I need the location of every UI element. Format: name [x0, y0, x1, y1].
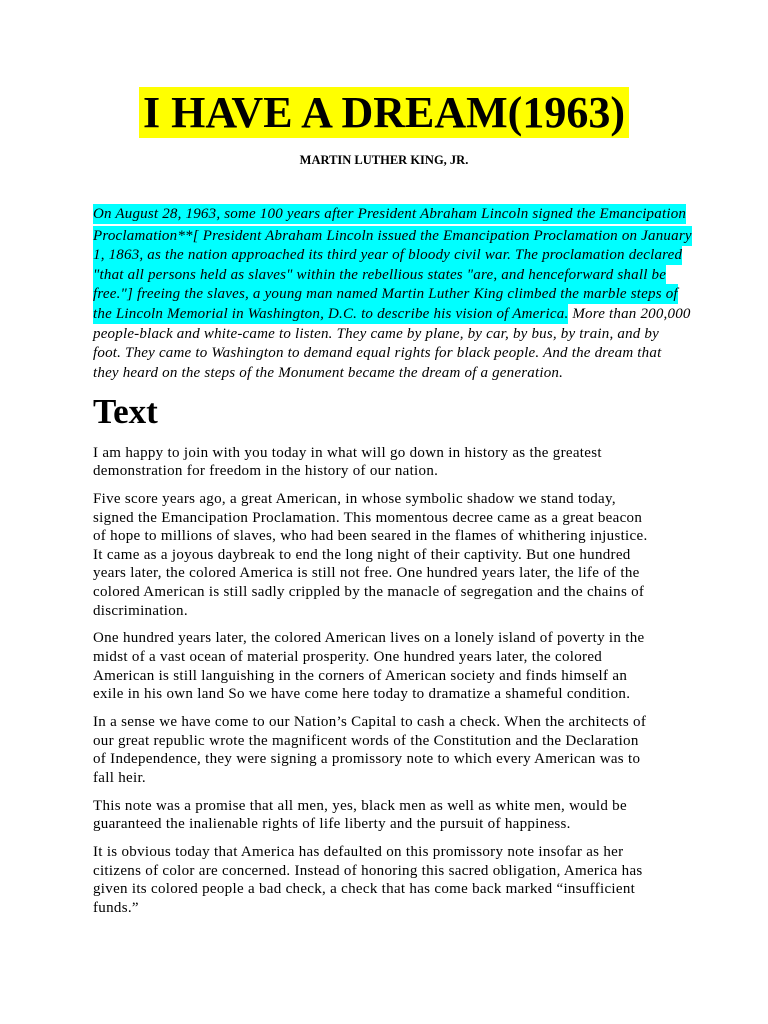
paragraph-line: funds.” — [93, 899, 139, 916]
paragraph-line: signed the Emancipation Proclamation. This momentous decree came as a great beacon — [93, 509, 643, 526]
paragraph-line: colored American is still sadly crippled by the manacle of segregation and the chains of — [93, 584, 645, 601]
intro-line — [93, 205, 753, 225]
body-paragraph — [93, 629, 733, 703]
highlighted-intro-text: free."] freeing the slaves, a young man named Martin Luther King climbed the marble steps of — [93, 286, 678, 303]
title-block — [0, 87, 768, 148]
paragraph-line: our great republic wrote the magnificent words of the Constitution and the Declaration — [93, 732, 639, 749]
intro-line — [93, 325, 753, 345]
highlighted-intro-text: 1, 1863, as the nation approached its third year of bloody civil war. The proclamation declared — [93, 247, 683, 264]
body-paragraph — [93, 490, 733, 620]
paragraph-line: of Independence, they were signing a promissory note to which every American was to — [93, 751, 641, 768]
paragraph-line: In a sense we have come to our Nation’s Capital to cash a check. When the architects of — [93, 713, 647, 730]
paragraph-line: given its colored people a bad check, a check that has come back marked “insufficient — [93, 881, 636, 898]
intro-line — [93, 227, 753, 247]
highlighted-intro-text: the Lincoln Memorial in Washington, D.C. to describe his vision of America. — [93, 305, 569, 322]
intro-line — [93, 344, 753, 364]
intro-text: More than 200,000 — [568, 305, 691, 322]
intro-text: they heard on the steps of the Monument became the dream of a generation. — [93, 364, 564, 381]
paragraph-line: Five score years ago, a great American, in whose symbolic shadow we stand today, — [93, 491, 616, 508]
paragraph-line: It is obvious today that America has defaulted on this promissory note insofar as her — [93, 843, 624, 860]
paragraph-line: years later, the colored America is still not free. One hundred years later, the life of the — [93, 565, 640, 582]
paragraph-line: citizens of color are concerned. Instead of honoring this sacred obligation, America has — [93, 862, 643, 879]
intro-text: foot. They came to Washington to demand equal rights for black people. And the dream that — [93, 345, 662, 362]
section-heading: Text — [93, 392, 158, 431]
paragraph-line: I am happy to join with you today in what will go down in history as the greatest — [93, 444, 602, 461]
paragraph-line: American is still languishing in the corners of American society and finds himself an — [93, 667, 628, 684]
paragraph-line: guaranteed the inalienable rights of life liberty and the pursuit of happiness. — [93, 816, 571, 833]
paragraph-line: discrimination. — [93, 602, 188, 619]
paragraph-line: of hope to millions of slaves, who had been seared in the flames of whithering injustice. — [93, 528, 648, 545]
body-paragraph — [93, 444, 733, 481]
highlighted-intro-text: On August 28, 1963, some 100 years after President Abraham Lincoln signed the Emancipation — [93, 206, 687, 222]
body-paragraph — [93, 713, 733, 787]
paragraph-line: It came as a joyous daybreak to end the long night of their captivity. But one hundred — [93, 546, 631, 563]
author-name: MARTIN LUTHER KING, JR. — [299, 153, 469, 167]
paragraph-line: fall heir. — [93, 769, 146, 786]
paragraph-line: midst of a vast ocean of material prosperity. One hundred years later, the colored — [93, 649, 603, 665]
paragraph-line: demonstration for freedom in the history of our nation. — [93, 463, 439, 480]
intro-paragraph — [93, 205, 753, 383]
paragraph-line: exile in his own land So we have come here today to dramatize a shameful condition. — [93, 686, 631, 703]
intro-line — [93, 285, 753, 305]
intro-line — [93, 246, 753, 266]
intro-line — [93, 364, 753, 384]
highlighted-intro-text: Proclamation**[ President Abraham Lincoln issued the Emancipation Proclamation on January — [93, 227, 692, 244]
document-title: I HAVE A DREAM(1963) — [139, 87, 629, 138]
highlighted-intro-text: "that all persons held as slaves" within the rebellious states "are, and henceforward shall be — [93, 266, 667, 283]
intro-text: people-black and white-came to listen. They came by plane, by car, by bus, by train, and by — [93, 325, 659, 342]
intro-line — [93, 305, 753, 325]
intro-line — [93, 266, 753, 286]
body-paragraph — [93, 843, 733, 917]
body-paragraph — [93, 797, 733, 834]
paragraph-line: One hundred years later, the colored American lives on a lonely island of poverty in the — [93, 630, 645, 647]
paragraph-line: This note was a promise that all men, yes, black men as well as white men, would be — [93, 797, 627, 814]
speech-body — [93, 444, 733, 927]
